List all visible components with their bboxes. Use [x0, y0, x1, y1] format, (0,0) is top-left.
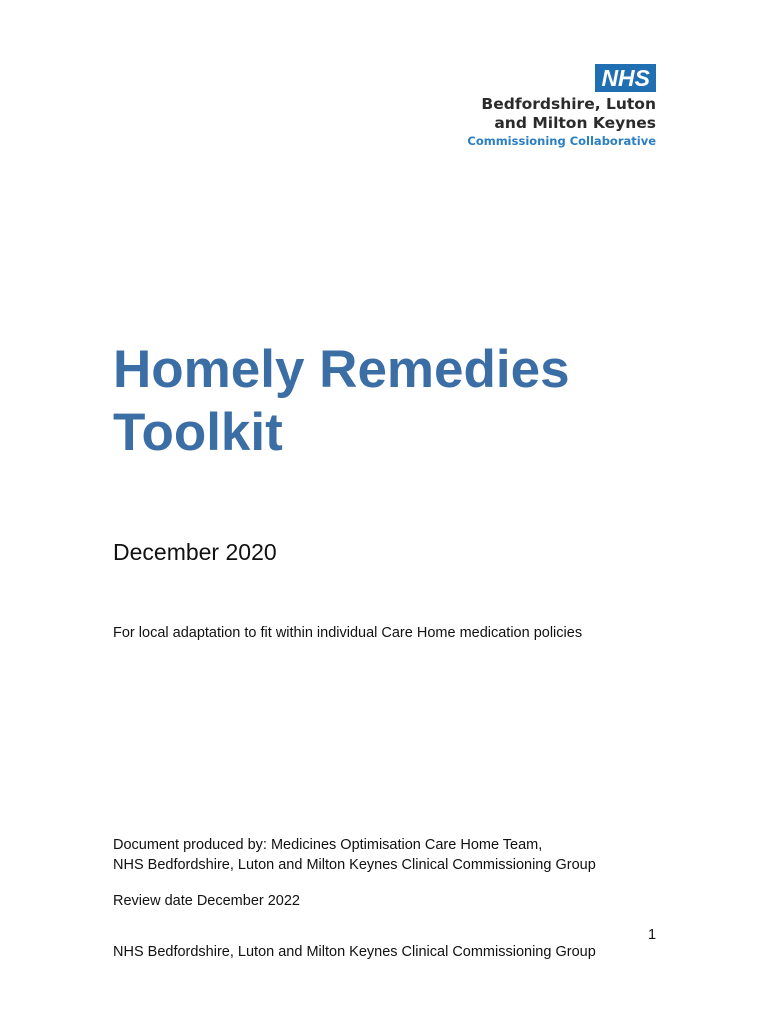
document-title — [113, 338, 570, 464]
logo-org-line-1: Bedfordshire, Luton — [481, 95, 656, 113]
document-date: December 2020 — [113, 539, 277, 565]
logo-org-line-2: and Milton Keynes — [494, 114, 656, 132]
produced-by — [113, 835, 596, 875]
page-footer: NHS Bedfordshire, Luton and Milton Keynes Clinical Commissioning Group — [113, 944, 596, 960]
review-date: Review date December 2022 — [113, 893, 300, 909]
nhs-badge: NHS — [595, 64, 656, 92]
document-title-line-2: Toolkit — [113, 403, 283, 462]
produced-by-line-1: Document produced by: Medicines Optimisation Care Home Team, — [113, 837, 543, 853]
page-number: 1 — [648, 927, 657, 943]
nhs-logo — [467, 64, 656, 149]
produced-by-line-2: NHS Bedfordshire, Luton and Milton Keynes Clinical Commissioning Group — [113, 857, 596, 873]
document-title-line-1: Homely Remedies — [113, 340, 570, 399]
adaptation-note: For local adaptation to fit within individual Care Home medication policies — [113, 625, 583, 641]
logo-subline: Commissioning Collaborative — [467, 134, 656, 148]
